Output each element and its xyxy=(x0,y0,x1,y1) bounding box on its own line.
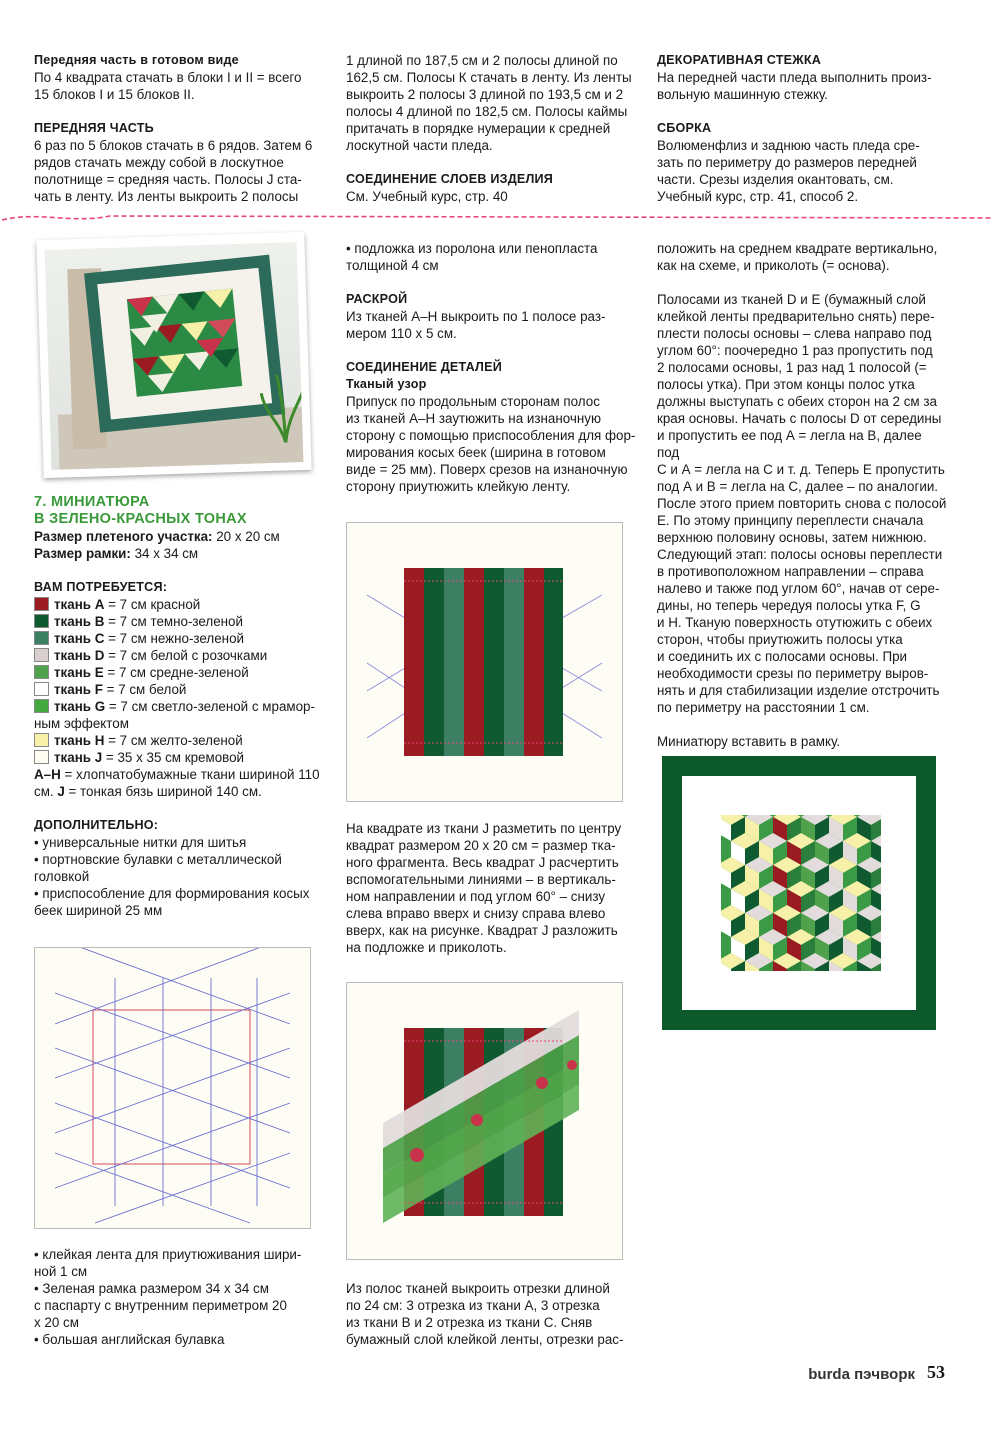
warp-strips xyxy=(347,523,622,801)
text-line: положить на среднем квадрате вертикально, xyxy=(657,241,938,256)
mid-column-2 xyxy=(346,820,636,956)
text-line: под А и В = легла на С, далее – по аналогии. xyxy=(657,479,939,494)
text-line: и соединить их с полосами основы. При xyxy=(657,649,908,664)
text-line: сторон, чтобы приутюжить полосы утка xyxy=(657,632,903,647)
left-column-bottom xyxy=(34,1246,326,1348)
fabric-swatch xyxy=(34,682,49,696)
warp-diagram xyxy=(346,522,623,802)
stitch-separator xyxy=(0,206,993,226)
list-item: • универсальные нитки для шитья xyxy=(34,835,247,850)
text-line: дины, но теперь чередуя полосы утка F, G xyxy=(657,598,921,613)
heading-cutting: РАСКРОЙ xyxy=(346,292,408,306)
text-line: квадрат размером 20 х 20 см = размер тка- xyxy=(346,838,616,853)
plant-graphic xyxy=(259,372,304,444)
page-number: 53 xyxy=(927,1362,945,1382)
text-line: полосы утка). При этом концы полос утка xyxy=(657,377,915,392)
fabric-swatch xyxy=(34,665,49,679)
text-line: лоскутной части пледа. xyxy=(346,138,493,153)
fabric-desc: = 7 см белой xyxy=(102,682,187,697)
heading-front: ПЕРЕДНЯЯ ЧАСТЬ xyxy=(34,121,154,135)
text-line: Припуск по продольным сторонам полос xyxy=(346,394,600,409)
fabric-list xyxy=(34,596,326,766)
text-line: должны выступать с обеих сторон на 2 см за xyxy=(657,394,937,409)
photo-quilt xyxy=(97,268,272,420)
list-item: с паспарту с внутренним периметром 20 xyxy=(34,1298,287,1313)
text-line: верхнюю половину основы, затем нижнюю. xyxy=(657,530,927,545)
text-line: 15 блоков I и 15 блоков II. xyxy=(34,87,195,102)
size-value: 34 х 34 см xyxy=(130,546,199,561)
text-line: притачать в порядке нумерации к средней xyxy=(346,121,611,136)
fabric-swatch xyxy=(34,699,49,713)
fabric-item xyxy=(34,732,326,749)
fabric-name: ткань Н xyxy=(54,733,105,748)
right-paragraph xyxy=(657,291,947,716)
list-item: ной 1 см xyxy=(34,1264,88,1279)
text-line: клейкой ленты предварительно снять) пере- xyxy=(657,309,935,324)
text-line: зать по периметру до размеров передней xyxy=(657,155,917,170)
mid-column-3 xyxy=(346,1280,636,1348)
list-item: • портновские булавки с металлической xyxy=(34,852,282,867)
list-item: • клейкая лента для приутюживания шири- xyxy=(34,1247,302,1262)
needs-heading: ВАМ ПОТРЕБУЕТСЯ: xyxy=(34,580,168,594)
fabric-swatch xyxy=(34,750,49,764)
text-line: После этого прием повторить снова с полосой xyxy=(657,496,947,511)
text-line: слева вправо вверх и снизу справа влево xyxy=(346,906,606,921)
text-line: в противоположном направлении – справа xyxy=(657,564,924,579)
text-line: части. Срезы изделия окантовать, см. xyxy=(657,172,894,187)
heading-assembly: СБОРКА xyxy=(657,121,712,135)
text-span: = тонкая бязь шириной 140 см. xyxy=(64,784,262,799)
fabric-name: ткань А xyxy=(54,597,105,612)
fabric-name: ткань J xyxy=(54,750,103,765)
grid-lines xyxy=(35,948,310,1228)
text-line: выкроить 2 полосы 3 длиной по 193,5 см и 2 xyxy=(346,87,624,102)
fabric-desc: = 7 см белой с розочками xyxy=(104,648,268,663)
top-column-1 xyxy=(34,52,324,205)
text-line: сторону с помощью приспособления для фор- xyxy=(346,428,636,443)
woven-miniature xyxy=(721,815,881,971)
heading-front-finished: Передняя часть в готовом виде xyxy=(34,53,239,67)
text-line: Волюменфлиз и заднюю часть пледа сре- xyxy=(657,138,920,153)
fabric-desc: = 7 см нежно-зеленой xyxy=(104,631,244,646)
photo-frame xyxy=(84,255,285,433)
fabric-name: ткань D xyxy=(54,648,105,663)
heading-joining: СОЕДИНЕНИЕ ДЕТАЛЕЙ xyxy=(346,360,502,374)
text-line: виде = 25 мм). Поверх срезов на изнаночную xyxy=(346,462,628,477)
text-line: необходимости срезы по периметру выров- xyxy=(657,666,929,681)
list-item: головкой xyxy=(34,869,90,884)
text-line: вверх, как на рисунке. Квадрат J разложить xyxy=(346,923,618,938)
text-line: Из полос тканей выкроить отрезки длиной xyxy=(346,1281,610,1296)
section-title: В ЗЕЛЕНО-КРАСНЫХ ТОНАХ xyxy=(34,511,247,527)
fabric-item xyxy=(34,698,326,715)
top-column-3 xyxy=(657,52,947,205)
text-line: С и А = легла на С и т. д. Теперь Е пропустить xyxy=(657,462,945,477)
text-span: = хлопчатобумажные ткани шириной 110 xyxy=(60,767,320,782)
text-line: По 4 квадрата стачать в блоки I и II = всего xyxy=(34,70,302,85)
fabric-name: ткань С xyxy=(54,631,105,646)
fabric-swatch xyxy=(34,648,49,662)
list-item: • приспособление для формирования косых xyxy=(34,886,310,901)
fabric-swatch xyxy=(34,733,49,747)
text-line: 162,5 см. Полосы К стачать в ленту. Из ленты xyxy=(346,70,632,85)
text-line: и Н. Тканую поверхность отутюжить с обеих xyxy=(657,615,933,630)
fabric-item xyxy=(34,664,326,681)
text-line: толщиной 4 см xyxy=(346,258,439,273)
fabric-item xyxy=(34,749,326,766)
fabric-name: ткань В xyxy=(54,614,105,629)
text-line: Миниатюру вставить в рамку. xyxy=(657,734,841,749)
text-line: ном направлении и под углом 60° – снизу xyxy=(346,889,606,904)
brand-logo: burda пэчворк xyxy=(808,1366,915,1383)
text-line: мирования косых беек (ширина в готовом xyxy=(346,445,606,460)
grid-diagram xyxy=(34,947,311,1229)
text-line: вспомогательными линиями – в вертикаль- xyxy=(346,872,616,887)
text-line: См. Учебный курс, стр. 40 xyxy=(346,189,508,204)
list-item: беек шириной 25 мм xyxy=(34,903,163,918)
text-line: края основы. Начать с полосы D от середины xyxy=(657,411,942,426)
text-line: Е. По этому принципу переплести сначала xyxy=(657,513,924,528)
fabric-swatch xyxy=(34,597,49,611)
list-item: х 20 см xyxy=(34,1315,79,1330)
text-line: из ткани В и 2 отрезка из ткани С. Сняв xyxy=(346,1315,593,1330)
size-label: Размер плетеного участка: xyxy=(34,529,213,544)
text-line: 1 длиной по 187,5 см и 2 полосы длиной по xyxy=(346,53,618,68)
text-line: рядов стачать между собой в лоскутное xyxy=(34,155,284,170)
fabric-name: ткань G xyxy=(54,699,106,714)
fabric-name: ткань Е xyxy=(54,665,104,680)
fabric-item xyxy=(34,681,326,698)
left-column xyxy=(34,494,326,919)
text-line: чать в ленту. Из ленты выкроить 2 полосы xyxy=(34,189,299,204)
list-item: • большая английская булавка xyxy=(34,1332,225,1347)
fabric-item xyxy=(34,647,326,664)
fabric-name: ткань F xyxy=(54,682,103,697)
text-line: полотнище = средняя часть. Полосы J ста- xyxy=(34,172,302,187)
mid-column xyxy=(346,240,636,495)
text-line: Учебный курс, стр. 41, способ 2. xyxy=(657,189,859,204)
text-line: и пропустить ее под А = легла на В, далее под xyxy=(657,428,922,460)
fabric-item xyxy=(34,596,326,613)
text-line: как на схеме, и приколоть (= основа). xyxy=(657,258,890,273)
fabric-desc: = 35 х 35 см кремовой xyxy=(102,750,245,765)
fabric-desc: = 7 см красной xyxy=(104,597,201,612)
subheading-woven: Тканый узор xyxy=(346,377,427,391)
text-line: 6 раз по 5 блоков стачать в 6 рядов. Затем 6 xyxy=(34,138,313,153)
fabric-item xyxy=(34,613,326,630)
text-line: из тканей А–Н заутюжить на изнаночную xyxy=(346,411,601,426)
fabric-desc: = 7 см средне-зеленой xyxy=(103,665,249,680)
passe-partout xyxy=(682,776,916,1010)
list-item: • подложка из поролона или пенопласта xyxy=(346,241,598,256)
fabric-item xyxy=(34,715,326,732)
text-line: по периметру на расстоянии 1 см. xyxy=(657,700,870,715)
top-column-2 xyxy=(346,52,636,205)
list-item: • Зеленая рамка размером 34 х 34 см xyxy=(34,1281,269,1296)
fabric-desc: ным эффектом xyxy=(34,716,129,731)
text-line: по 24 см: 3 отрезка из ткани А, 3 отрезка xyxy=(346,1298,600,1313)
size-value: 20 х 20 см xyxy=(212,529,280,544)
text-line: ного фрагмента. Весь квадрат J расчертить xyxy=(346,855,619,870)
text-line: бумажный слой клейкой ленты, отрезки рас- xyxy=(346,1332,624,1347)
text-line: на подложке и приколоть. xyxy=(346,940,507,955)
text-line: плести полосы основы – слева направо под xyxy=(657,326,932,341)
text-line: 2 полосами основы, 1 раз над 1 полосой (= xyxy=(657,360,927,375)
fabric-desc: = 7 см желто-зеленой xyxy=(104,733,243,748)
text-span: см. xyxy=(34,784,58,799)
fabric-desc: = 7 см светло-зеленой с мрамор- xyxy=(105,699,315,714)
text-line: мером 110 х 5 см. xyxy=(346,326,457,341)
heading-layers: СОЕДИНЕНИЕ СЛОЕВ ИЗДЕЛИЯ xyxy=(346,172,554,186)
framed-miniature xyxy=(662,756,936,1030)
text-line: На передней части пледа выполнить произ- xyxy=(657,70,932,85)
right-column xyxy=(657,240,947,750)
weaving-strips xyxy=(347,983,622,1259)
fabric-j: J xyxy=(57,784,65,799)
photo-image xyxy=(45,242,304,470)
fabric-swatch xyxy=(34,614,49,628)
weaving-diagram xyxy=(346,982,623,1260)
photo-card xyxy=(36,232,311,478)
text-line: Следующий этап: полосы основы переплести xyxy=(657,547,943,562)
section-title: 7. МИНИАТЮРА xyxy=(34,494,150,510)
fabric-desc: = 7 см темно-зеленой xyxy=(104,614,243,629)
extra-heading: ДОПОЛНИТЕЛЬНО: xyxy=(34,818,159,832)
heading-quilting: ДЕКОРАТИВНАЯ СТЕЖКА xyxy=(657,53,822,67)
text-line: Из тканей А–Н выкроить по 1 полосе раз- xyxy=(346,309,606,324)
text-line: сторону приутюжить клейкую ленту. xyxy=(346,479,571,494)
text-line: налево и также под углом 60°, начав от сере- xyxy=(657,581,940,596)
fabric-range: А–Н xyxy=(34,767,61,782)
text-line: Полосами из тканей D и Е (бумажный слой xyxy=(657,292,926,307)
fabric-item xyxy=(34,630,326,647)
text-line: На квадрате из ткани J разметить по центру xyxy=(346,821,622,836)
text-line: полосы 4 длиной по 182,5 см. Полосы каймы xyxy=(346,104,628,119)
text-line: нять и для стабилизации изделие отстрочить xyxy=(657,683,940,698)
text-line: вольную машинную стежку. xyxy=(657,87,828,102)
size-label: Размер рамки: xyxy=(34,546,131,561)
fabric-swatch xyxy=(34,631,49,645)
text-line: углом 60°: поочередно 1 раз пропустить под xyxy=(657,343,933,358)
